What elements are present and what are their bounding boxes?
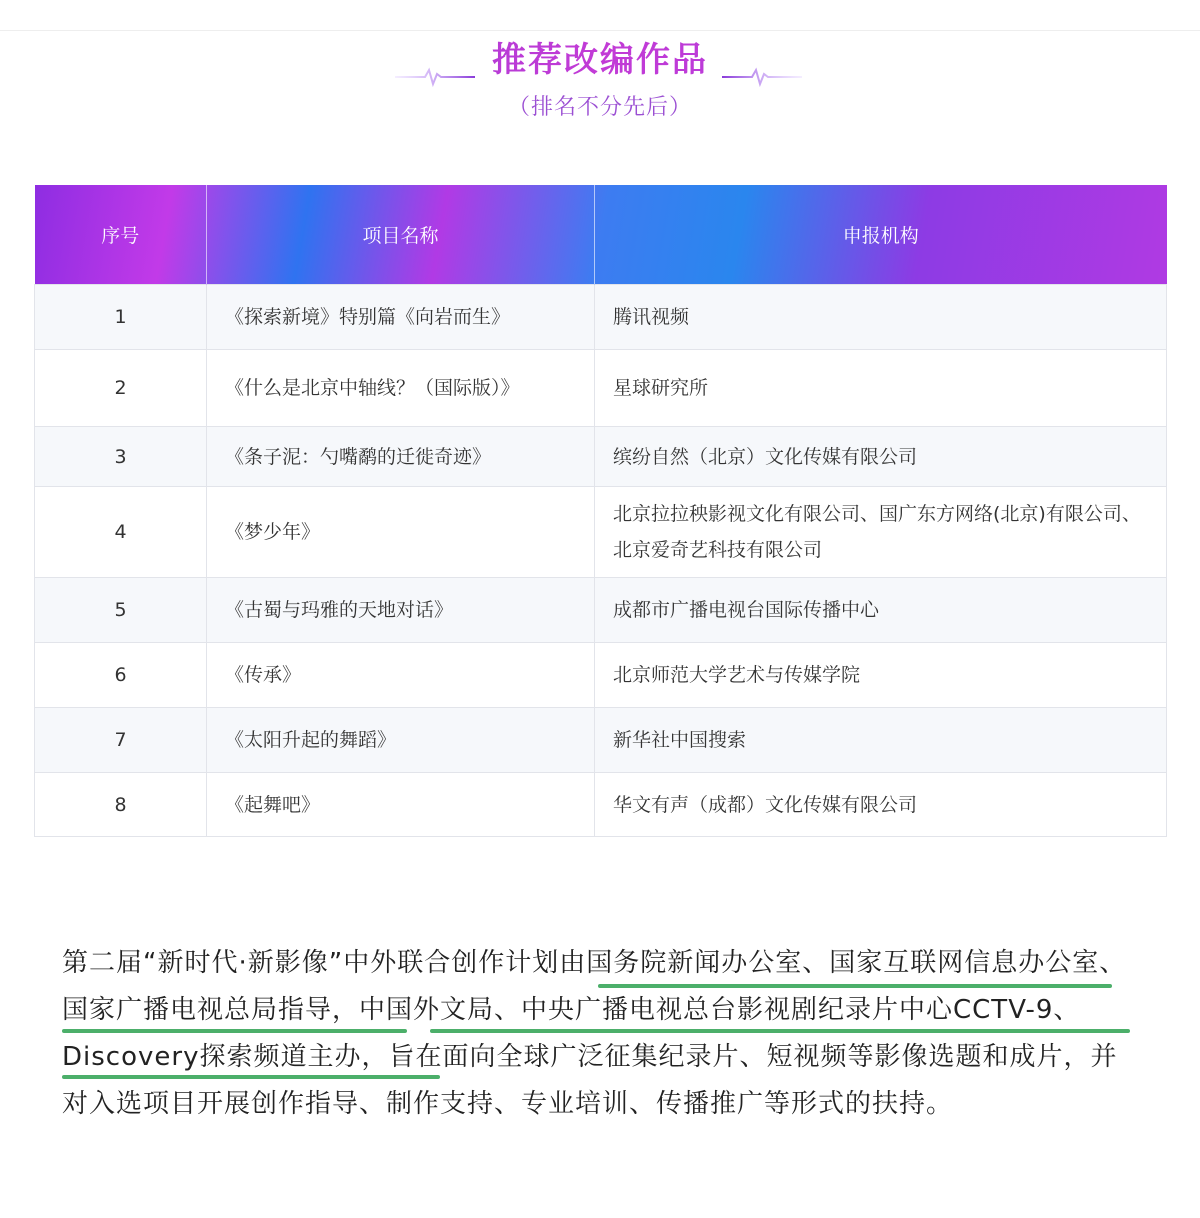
table-row xyxy=(35,643,1167,708)
section-title: 推荐改编作品 xyxy=(0,32,1200,81)
cell-project-name: 《传承》 xyxy=(207,643,595,708)
heartbeat-line-icon xyxy=(722,66,802,88)
table-row xyxy=(35,708,1167,773)
cell-organization: 北京拉拉秧影视文化有限公司、国广东方网络(北京)有限公司、北京爱奇艺科技有限公司 xyxy=(595,487,1167,578)
cell-organization: 星球研究所 xyxy=(595,350,1167,427)
table-row xyxy=(35,773,1167,837)
cell-organization: 成都市广播电视台国际传播中心 xyxy=(595,578,1167,643)
cell-number: 5 xyxy=(35,578,207,643)
highlight-underline xyxy=(430,1029,1130,1033)
column-header-project: 项目名称 xyxy=(207,185,595,285)
highlight-underline xyxy=(598,984,1112,988)
cell-organization: 缤纷自然（北京）文化传媒有限公司 xyxy=(595,427,1167,487)
cell-project-name: 《起舞吧》 xyxy=(207,773,595,837)
table-header-row xyxy=(35,185,1167,285)
cell-project-name: 《探索新境》特别篇《向岩而生》 xyxy=(207,285,595,350)
cell-project-name: 《条子泥：勺嘴鹬的迁徙奇迹》 xyxy=(207,427,595,487)
cell-number: 1 xyxy=(35,285,207,350)
highlight-underline xyxy=(62,1029,407,1033)
table-row xyxy=(35,578,1167,643)
cell-organization: 新华社中国搜索 xyxy=(595,708,1167,773)
description-paragraph: 第二届“新时代·新影像”中外联合创作计划由国务院新闻办公室、国家互联网信息办公室、国家广播电视总局指导，中国外文局、中央广播电视总台影视剧纪录片中心CCTV-9、Discovery探索频道主办，旨在面向全球广泛征集纪录片、短视频等影像选题和成片，并对入选项目开展创作指导、制作支持、专业培训、传播推广等形式的扶持。 xyxy=(62,948,1127,1119)
cell-number: 3 xyxy=(35,427,207,487)
cell-number: 8 xyxy=(35,773,207,837)
table-row xyxy=(35,487,1167,578)
table-row xyxy=(35,350,1167,427)
table-row xyxy=(35,427,1167,487)
column-header-number: 序号 xyxy=(101,225,140,247)
cell-project-name: 《梦少年》 xyxy=(207,487,595,578)
cell-project-name: 《什么是北京中轴线？（国际版）》 xyxy=(207,350,595,427)
section-subtitle: （排名不分先后） xyxy=(507,95,692,120)
cell-organization: 北京师范大学艺术与传媒学院 xyxy=(595,643,1167,708)
cell-project-name: 《太阳升起的舞蹈》 xyxy=(207,708,595,773)
column-header-organization: 申报机构 xyxy=(595,185,1167,285)
cell-project-name: 《古蜀与玛雅的天地对话》 xyxy=(207,578,595,643)
cell-organization: 腾讯视频 xyxy=(595,285,1167,350)
highlight-underline xyxy=(62,1075,440,1079)
works-table xyxy=(34,185,1167,837)
cell-number: 6 xyxy=(35,643,207,708)
top-divider xyxy=(0,0,1200,31)
cell-organization: 华文有声（成都）文化传媒有限公司 xyxy=(595,773,1167,837)
cell-number: 2 xyxy=(35,350,207,427)
table-row xyxy=(35,285,1167,350)
heartbeat-line-icon xyxy=(395,66,475,88)
cell-number: 4 xyxy=(35,487,207,578)
cell-number: 7 xyxy=(35,708,207,773)
